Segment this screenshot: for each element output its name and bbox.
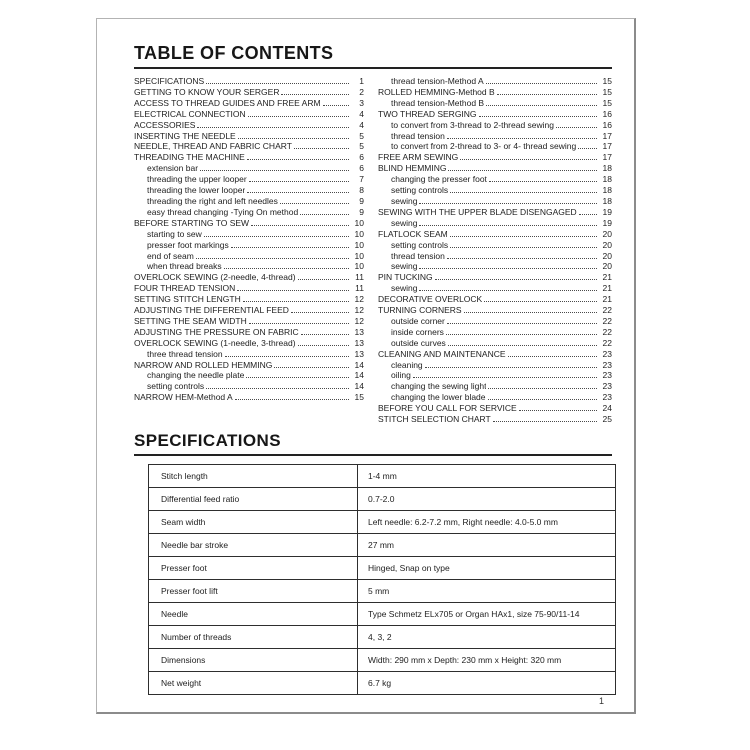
- toc-entry-label: ELECTRICAL CONNECTION: [134, 108, 246, 119]
- toc-entry-label: NARROW AND ROLLED HEMMING: [134, 359, 273, 370]
- toc-entry: [378, 283, 612, 294]
- toc-entry: [378, 185, 612, 196]
- toc-entry-label: DECORATIVE OVERLOCK: [378, 294, 483, 305]
- toc-leader-dots: [200, 169, 349, 171]
- toc-entry-page: 3: [359, 97, 364, 108]
- toc-entry-label: sewing: [391, 283, 418, 294]
- toc-entry-label: outside corner: [391, 315, 445, 326]
- toc-entry: [378, 414, 612, 425]
- toc-entry-page: 10: [354, 217, 364, 228]
- toc-leader-dots: [224, 267, 349, 269]
- spec-value: Width: 290 mm x Depth: 230 mm x Height: 320 mm: [358, 649, 616, 672]
- toc-entry: [378, 370, 612, 381]
- toc-leader-dots: [246, 376, 349, 378]
- toc-entry-label: changing the presser foot: [391, 174, 487, 185]
- toc-entry-page: 19: [602, 206, 612, 217]
- toc-entry: [378, 294, 612, 305]
- toc-entry-label: NEEDLE, THREAD AND FABRIC CHART: [134, 141, 292, 152]
- toc-entry-page: 11: [355, 283, 364, 294]
- toc-leader-dots: [435, 278, 597, 280]
- toc-entry-label: TWO THREAD SERGING: [378, 108, 477, 119]
- toc-entry-page: 15: [602, 86, 612, 97]
- spec-label: Presser foot: [149, 557, 358, 580]
- toc-entry: [378, 218, 612, 229]
- toc-entry: [378, 327, 612, 338]
- toc-entry-page: 4: [359, 108, 364, 119]
- toc-entry-page: 9: [359, 206, 364, 217]
- toc-entry: [378, 392, 612, 403]
- toc-entry-label: threading the lower looper: [147, 185, 246, 196]
- toc-leader-dots: [231, 246, 349, 248]
- spec-row: [149, 672, 616, 695]
- toc-leader-dots: [197, 126, 349, 128]
- spec-label: Seam width: [149, 511, 358, 534]
- toc-leader-dots: [206, 82, 349, 84]
- toc-entry-page: 13: [354, 326, 364, 337]
- toc-entry-page: 15: [354, 392, 364, 403]
- toc-leader-dots: [204, 235, 349, 237]
- toc-entry: [378, 261, 612, 272]
- toc-entry-label: TURNING CORNERS: [378, 305, 462, 316]
- toc-entry-label: oiling: [391, 370, 411, 381]
- toc-entry: [134, 360, 364, 371]
- spec-label: Presser foot lift: [149, 580, 358, 603]
- toc-leader-dots: [448, 169, 597, 171]
- toc-entry-page: 6: [359, 163, 364, 174]
- toc-entry: [134, 294, 364, 305]
- toc-entry-label: changing the needle plate: [147, 370, 245, 381]
- toc-leader-dots: [419, 224, 597, 226]
- toc-entry-page: 7: [359, 174, 364, 185]
- toc-entry: [134, 261, 364, 272]
- toc-entry: [134, 381, 364, 392]
- toc-leader-dots: [196, 257, 349, 259]
- toc-entry-label: sewing: [391, 261, 418, 272]
- toc-entry-label: BEFORE STARTING TO SEW: [134, 217, 250, 228]
- toc-leader-dots: [486, 82, 597, 84]
- spec-value: 4, 3, 2: [358, 626, 616, 649]
- toc-entry-label: threading the right and left needles: [147, 195, 278, 206]
- toc-entry-label: OVERLOCK SEWING (1-needle, 3-thread): [134, 337, 296, 348]
- toc-entry-page: 16: [602, 119, 612, 130]
- toc-leader-dots: [579, 213, 597, 215]
- toc-entry-page: 18: [602, 163, 612, 174]
- toc-entry: [378, 174, 612, 185]
- toc-leader-dots: [247, 191, 349, 193]
- toc-leader-dots: [247, 158, 349, 160]
- toc-entry-page: 10: [354, 261, 364, 272]
- toc-entry-page: 21: [602, 294, 612, 305]
- toc-entry-page: 14: [354, 370, 364, 381]
- specifications-title: SPECIFICATIONS: [134, 431, 612, 456]
- toc-entry-label: setting controls: [147, 381, 205, 392]
- toc-entry: [134, 218, 364, 229]
- toc-leader-dots: [280, 202, 349, 204]
- toc-columns: [134, 76, 612, 425]
- toc-entry-page: 21: [602, 283, 612, 294]
- toc-entry-page: 2: [359, 86, 364, 97]
- toc-right-column: [378, 76, 612, 425]
- toc-entry-page: 11: [355, 272, 364, 283]
- toc-entry: [134, 240, 364, 251]
- toc-leader-dots: [489, 180, 597, 182]
- toc-entry-label: thread tension: [391, 250, 445, 261]
- toc-entry-page: 17: [602, 141, 612, 152]
- toc-entry: [378, 403, 612, 414]
- toc-entry: [378, 98, 612, 109]
- toc-entry-label: changing the sewing light: [391, 381, 487, 392]
- toc-entry-label: end of seam: [147, 250, 194, 261]
- toc-leader-dots: [248, 115, 349, 117]
- toc-entry: [134, 163, 364, 174]
- specifications-section: [134, 431, 612, 695]
- toc-entry-page: 14: [354, 381, 364, 392]
- toc-leader-dots: [447, 322, 597, 324]
- toc-leader-dots: [486, 104, 597, 106]
- toc-entry: [378, 360, 612, 371]
- toc-entry-page: 24: [602, 403, 612, 414]
- toc-entry: [378, 87, 612, 98]
- toc-entry-label: OVERLOCK SEWING (2-needle, 4-thread): [134, 272, 296, 283]
- toc-leader-dots: [450, 191, 597, 193]
- toc-leader-dots: [298, 278, 349, 280]
- toc-entry-label: threading the upper looper: [147, 174, 247, 185]
- toc-entry: [134, 370, 364, 381]
- spec-value: 27 mm: [358, 534, 616, 557]
- toc-entry: [134, 251, 364, 262]
- toc-entry-page: 16: [602, 108, 612, 119]
- toc-leader-dots: [249, 180, 349, 182]
- toc-leader-dots: [450, 246, 597, 248]
- toc-leader-dots: [225, 355, 349, 357]
- toc-entry-label: SPECIFICATIONS: [134, 76, 205, 86]
- toc-entry-page: 18: [602, 185, 612, 196]
- toc-leader-dots: [448, 344, 597, 346]
- toc-entry-label: ADJUSTING THE DIFFERENTIAL FEED: [134, 305, 289, 316]
- toc-leader-dots: [243, 300, 349, 302]
- toc-leader-dots: [519, 409, 597, 411]
- toc-entry-label: sewing: [391, 195, 418, 206]
- toc-entry: [134, 229, 364, 240]
- toc-leader-dots: [323, 104, 349, 106]
- toc-entry-label: ROLLED HEMMING-Method B: [378, 86, 495, 97]
- spec-value: Hinged, Snap on type: [358, 557, 616, 580]
- toc-leader-dots: [291, 311, 349, 313]
- toc-entry-label: FOUR THREAD TENSION: [134, 283, 236, 294]
- spec-label: Needle: [149, 603, 358, 626]
- toc-entry: [378, 251, 612, 262]
- toc-entry-label: ACCESSORIES: [134, 119, 196, 130]
- spec-row: [149, 603, 616, 626]
- toc-entry-label: sewing: [391, 217, 418, 228]
- toc-entry-page: 23: [602, 359, 612, 370]
- toc-entry: [134, 272, 364, 283]
- toc-leader-dots: [479, 115, 597, 117]
- toc-entry-page: 21: [602, 272, 612, 283]
- toc-leader-dots: [419, 289, 597, 291]
- toc-entry-label: PIN TUCKING: [378, 272, 433, 283]
- toc-entry-label: three thread tension: [147, 348, 223, 359]
- toc-entry: [378, 229, 612, 240]
- spec-row: [149, 511, 616, 534]
- toc-entry-page: 12: [354, 315, 364, 326]
- toc-entry-page: 20: [602, 250, 612, 261]
- toc-entry: [378, 76, 612, 87]
- toc-entry-label: setting controls: [391, 239, 449, 250]
- toc-entry: [134, 98, 364, 109]
- toc-leader-dots: [301, 333, 349, 335]
- toc-entry-page: 23: [602, 392, 612, 403]
- toc-entry-page: 12: [354, 294, 364, 305]
- toc-leader-dots: [281, 93, 349, 95]
- toc-leader-dots: [294, 147, 349, 149]
- toc-leader-dots: [251, 224, 349, 226]
- toc-entry-page: 17: [602, 130, 612, 141]
- toc-leader-dots: [235, 398, 349, 400]
- toc-entry-label: inside corners: [391, 326, 444, 337]
- toc-entry: [134, 120, 364, 131]
- toc-entry-label: INSERTING THE NEEDLE: [134, 130, 236, 141]
- toc-entry-page: 4: [359, 119, 364, 130]
- toc-entry-label: cleaning: [391, 359, 423, 370]
- toc-entry-label: setting controls: [391, 185, 449, 196]
- toc-entry-label: changing the lower blade: [391, 392, 486, 403]
- toc-entry-page: 20: [602, 261, 612, 272]
- specifications-table: [148, 464, 616, 695]
- spec-label: Net weight: [149, 672, 358, 695]
- toc-entry: [378, 338, 612, 349]
- toc-entry-page: 19: [602, 217, 612, 228]
- toc-entry-page: 17: [602, 152, 612, 163]
- toc-entry-page: 23: [602, 348, 612, 359]
- toc-leader-dots: [484, 300, 597, 302]
- toc-entry-page: 13: [354, 348, 364, 359]
- toc-section: [134, 43, 612, 425]
- toc-entry-label: extension bar: [147, 163, 199, 174]
- toc-entry: [134, 207, 364, 218]
- toc-entry: [134, 338, 364, 349]
- toc-entry-page: 10: [354, 228, 364, 239]
- toc-entry: [378, 349, 612, 360]
- toc-entry: [134, 131, 364, 142]
- toc-entry-page: 14: [354, 359, 364, 370]
- toc-entry: [378, 381, 612, 392]
- toc-entry-page: 5: [359, 141, 364, 152]
- toc-entry-label: CLEANING AND MAINTENANCE: [378, 348, 506, 359]
- toc-leader-dots: [419, 202, 597, 204]
- spec-value: Left needle: 6.2-7.2 mm, Right needle: 4.0-5.0 mm: [358, 511, 616, 534]
- toc-entry-label: ACCESS TO THREAD GUIDES AND FREE ARM: [134, 97, 321, 108]
- toc-leader-dots: [578, 147, 597, 149]
- toc-leader-dots: [237, 289, 349, 291]
- toc-leader-dots: [446, 333, 597, 335]
- spec-value: 5 mm: [358, 580, 616, 603]
- toc-entry: [134, 141, 364, 152]
- toc-leader-dots: [413, 376, 597, 378]
- spec-label: Needle bar stroke: [149, 534, 358, 557]
- toc-entry: [378, 305, 612, 316]
- toc-entry-page: 22: [602, 326, 612, 337]
- spec-value: 0.7-2.0: [358, 488, 616, 511]
- toc-entry: [378, 141, 612, 152]
- toc-leader-dots: [493, 420, 597, 422]
- toc-entry: [378, 131, 612, 142]
- toc-entry-page: 23: [602, 381, 612, 392]
- toc-entry-label: STITCH SELECTION CHART: [378, 414, 491, 425]
- toc-entry-label: easy thread changing -Tying On method: [147, 206, 299, 217]
- spec-value: 1-4 mm: [358, 465, 616, 488]
- toc-entry-label: thread tension: [391, 130, 445, 141]
- toc-leader-dots: [274, 366, 349, 368]
- toc-entry: [378, 240, 612, 251]
- toc-entry-label: to convert from 2-thread to 3- or 4- thread sewing: [391, 141, 577, 152]
- manual-page: [96, 18, 636, 714]
- toc-entry-page: 22: [602, 315, 612, 326]
- spec-value: 6.7 kg: [358, 672, 616, 695]
- spec-row: [149, 557, 616, 580]
- spec-row: [149, 626, 616, 649]
- toc-entry-page: 8: [359, 185, 364, 196]
- toc-entry-label: presser foot markings: [147, 239, 229, 250]
- toc-leader-dots: [464, 311, 597, 313]
- toc-leader-dots: [497, 93, 597, 95]
- toc-entry-page: 22: [602, 305, 612, 316]
- toc-entry-label: SETTING STITCH LENGTH: [134, 294, 241, 305]
- spec-label: Dimensions: [149, 649, 358, 672]
- toc-leader-dots: [488, 398, 597, 400]
- toc-leader-dots: [556, 126, 597, 128]
- toc-leader-dots: [419, 267, 597, 269]
- toc-entry-label: NARROW HEM-Method A: [134, 392, 233, 403]
- toc-entry-label: thread tension-Method B: [391, 97, 485, 108]
- toc-entry: [378, 120, 612, 131]
- toc-entry: [134, 87, 364, 98]
- toc-entry-label: when thread breaks: [147, 261, 222, 272]
- toc-entry: [378, 163, 612, 174]
- toc-entry-page: 10: [354, 239, 364, 250]
- spec-row: [149, 534, 616, 557]
- toc-entry-label: starting to sew: [147, 228, 202, 239]
- toc-title: TABLE OF CONTENTS: [134, 43, 612, 69]
- toc-entry-page: 25: [602, 414, 612, 425]
- toc-entry-label: BEFORE YOU CALL FOR SERVICE: [378, 403, 517, 414]
- toc-leader-dots: [238, 137, 349, 139]
- toc-entry-label: BLIND HEMMING: [378, 163, 447, 174]
- spec-row: [149, 649, 616, 672]
- toc-entry-label: FLATLOCK SEAM: [378, 228, 448, 239]
- toc-entry-page: 23: [602, 370, 612, 381]
- toc-left-column: [134, 76, 364, 425]
- toc-entry-page: 6: [359, 152, 364, 163]
- toc-leader-dots: [450, 235, 597, 237]
- toc-entry: [134, 327, 364, 338]
- toc-leader-dots: [447, 257, 597, 259]
- toc-leader-dots: [488, 387, 597, 389]
- toc-entry-page: 18: [602, 174, 612, 185]
- toc-entry: [378, 196, 612, 207]
- toc-entry-page: 15: [602, 76, 612, 86]
- toc-entry: [134, 76, 364, 87]
- toc-entry-page: 20: [602, 228, 612, 239]
- spec-label: Number of threads: [149, 626, 358, 649]
- toc-entry-label: to convert from 3-thread to 2-thread sewing: [391, 119, 554, 130]
- toc-entry-label: thread tension-Method A: [391, 76, 484, 86]
- toc-leader-dots: [508, 355, 597, 357]
- toc-entry: [134, 109, 364, 120]
- spec-row: [149, 580, 616, 603]
- toc-entry-label: SETTING THE SEAM WIDTH: [134, 315, 247, 326]
- spec-label: Differential feed ratio: [149, 488, 358, 511]
- toc-entry: [134, 316, 364, 327]
- toc-entry: [134, 196, 364, 207]
- toc-entry: [134, 152, 364, 163]
- toc-entry: [134, 174, 364, 185]
- toc-entry: [134, 392, 364, 403]
- toc-leader-dots: [425, 366, 597, 368]
- toc-leader-dots: [447, 137, 597, 139]
- toc-entry: [378, 272, 612, 283]
- toc-entry-page: 18: [602, 195, 612, 206]
- toc-entry: [378, 207, 612, 218]
- spec-label: Stitch length: [149, 465, 358, 488]
- toc-entry: [378, 316, 612, 327]
- toc-entry: [134, 349, 364, 360]
- toc-leader-dots: [298, 344, 349, 346]
- page-number: 1: [598, 696, 604, 706]
- toc-entry-label: GETTING TO KNOW YOUR SERGER: [134, 86, 280, 97]
- toc-leader-dots: [300, 213, 349, 215]
- spec-row: [149, 465, 616, 488]
- toc-entry-page: 20: [602, 239, 612, 250]
- toc-entry-page: 1: [359, 76, 364, 86]
- toc-entry: [378, 109, 612, 120]
- toc-entry-page: 15: [602, 97, 612, 108]
- toc-leader-dots: [460, 158, 597, 160]
- toc-leader-dots: [249, 322, 349, 324]
- toc-entry-label: SEWING WITH THE UPPER BLADE DISENGAGED: [378, 206, 577, 217]
- toc-entry: [378, 152, 612, 163]
- toc-entry-label: outside curves: [391, 337, 446, 348]
- spec-value: Type Schmetz ELx705 or Organ HAx1, size 75-90/11-14: [358, 603, 616, 626]
- toc-entry: [134, 283, 364, 294]
- toc-entry-page: 10: [354, 250, 364, 261]
- toc-entry-label: THREADING THE MACHINE: [134, 152, 245, 163]
- toc-entry-label: FREE ARM SEWING: [378, 152, 459, 163]
- toc-entry-page: 12: [354, 305, 364, 316]
- toc-entry-page: 5: [359, 130, 364, 141]
- toc-entry: [134, 185, 364, 196]
- toc-entry-label: ADJUSTING THE PRESSURE ON FABRIC: [134, 326, 299, 337]
- toc-entry-page: 13: [354, 337, 364, 348]
- toc-entry-page: 22: [602, 337, 612, 348]
- toc-entry-page: 9: [359, 195, 364, 206]
- spec-row: [149, 488, 616, 511]
- toc-entry: [134, 305, 364, 316]
- toc-leader-dots: [206, 387, 349, 389]
